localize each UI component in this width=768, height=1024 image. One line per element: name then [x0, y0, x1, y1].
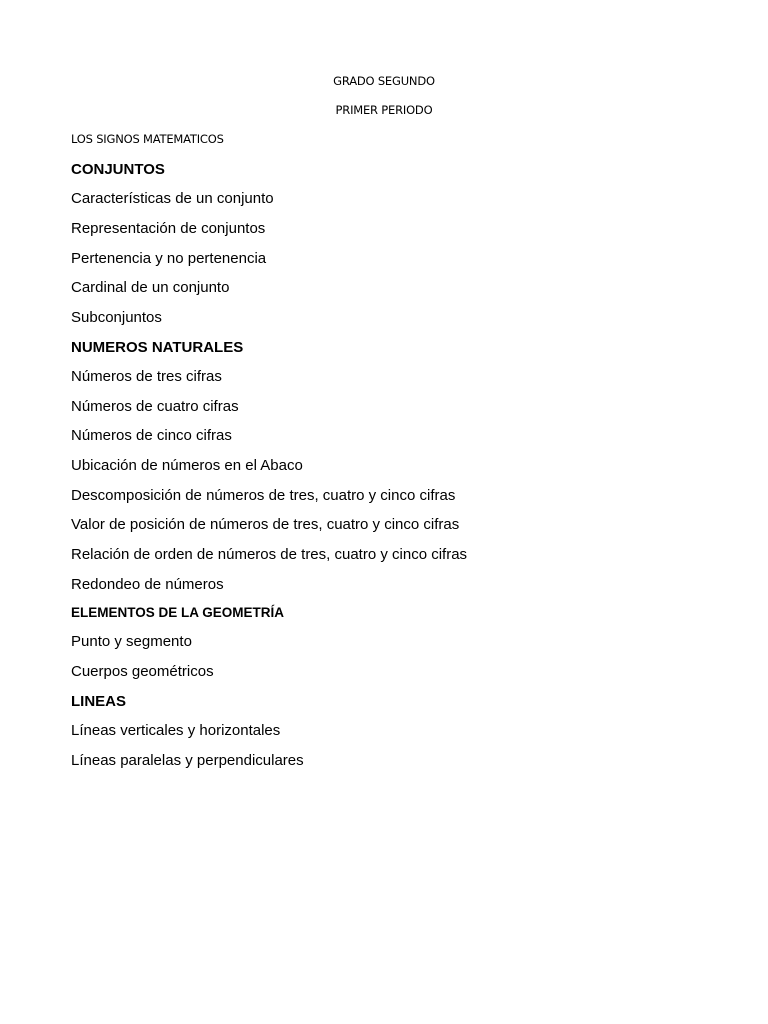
list-item: Números de cuatro cifras — [71, 398, 239, 415]
period-title: PRIMER PERIODO — [335, 103, 433, 117]
list-item: Representación de conjuntos — [71, 220, 266, 237]
list-item: Líneas verticales y horizontales — [71, 722, 281, 739]
list-item: Valor de posición de números de tres, cuatro y cinco cifras — [71, 516, 460, 533]
list-item: Relación de orden de números de tres, cuatro y cinco cifras — [71, 546, 468, 563]
list-item: Punto y segmento — [71, 633, 192, 650]
list-item: Números de cinco cifras — [71, 427, 232, 444]
list-item: Líneas paralelas y perpendiculares — [71, 752, 304, 769]
list-item: Cuerpos geométricos — [71, 663, 214, 680]
list-item: Características de un conjunto — [71, 190, 274, 207]
list-item: Descomposición de números de tres, cuatro y cinco cifras — [71, 487, 456, 504]
section-heading-conjuntos: CONJUNTOS — [71, 161, 165, 178]
list-item: Ubicación de números en el Abaco — [71, 457, 303, 474]
section-heading-lineas: LINEAS — [71, 693, 127, 710]
list-item: Subconjuntos — [71, 309, 162, 326]
intro-topic: LOS SIGNOS MATEMATICOS — [71, 132, 224, 146]
list-item: Pertenencia y no pertenencia — [71, 250, 267, 267]
list-item: Redondeo de números — [71, 576, 224, 593]
section-heading-geometria: ELEMENTOS DE LA GEOMETRÍA — [71, 605, 285, 620]
list-item: Números de tres cifras — [71, 368, 222, 385]
list-item: Cardinal de un conjunto — [71, 279, 230, 296]
section-heading-numeros-naturales: NUMEROS NATURALES — [71, 339, 244, 356]
grade-title: GRADO SEGUNDO — [333, 74, 435, 88]
